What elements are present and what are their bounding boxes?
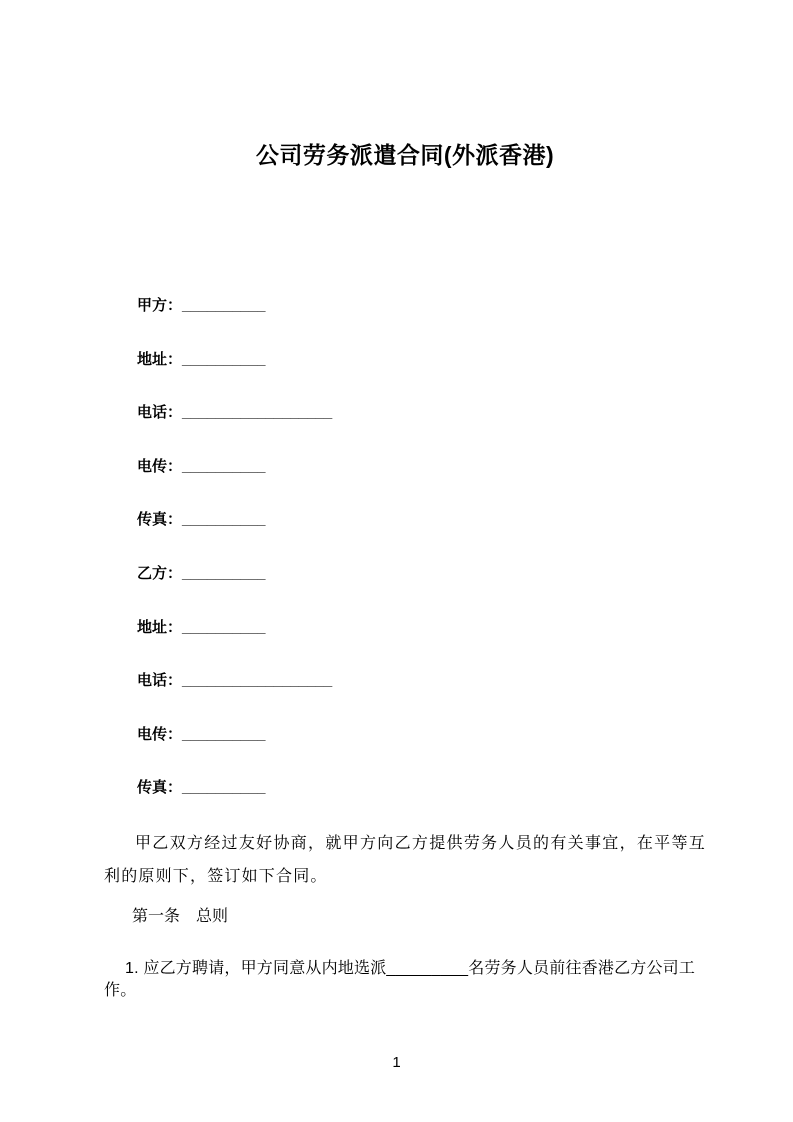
field-row-telex-1 xyxy=(104,456,706,477)
blank-line: __________ xyxy=(182,511,266,529)
field-row-address-2 xyxy=(104,617,706,638)
field-row-address-1 xyxy=(104,349,706,370)
blank-line: __________ xyxy=(182,564,266,582)
document-title: 公司劳务派遣合同(外派香港) xyxy=(255,142,555,168)
party-info-fields xyxy=(104,295,706,798)
blank-line: __________________ xyxy=(182,672,333,690)
blank-line: __________ xyxy=(182,457,266,475)
section-heading-article-1: 第一条 总则 xyxy=(132,908,229,926)
field-label: 传真： xyxy=(137,511,183,529)
field-label: 乙方： xyxy=(137,564,183,582)
field-row-jiafang xyxy=(104,295,706,316)
blank-line: __________ xyxy=(182,350,266,368)
blank-line: __________________ xyxy=(182,404,333,422)
blank-line: __________ xyxy=(182,779,266,797)
page-number: 1 xyxy=(392,1054,401,1071)
field-row-telex-2 xyxy=(104,724,706,745)
field-label: 地址： xyxy=(137,350,183,368)
field-row-phone-1 xyxy=(104,402,706,423)
field-row-phone-2 xyxy=(104,670,706,691)
field-row-fax-2 xyxy=(104,777,706,798)
field-label: 电传： xyxy=(137,457,183,475)
blank-line: __________ xyxy=(182,725,266,743)
intro-paragraph: 甲乙双方经过友好协商，就甲方向乙方提供劳务人员的有关事宜，在平等互利的原则下，签订如下合同。 xyxy=(104,835,706,885)
field-row-yifang xyxy=(104,563,706,584)
blank-line: __________ xyxy=(182,618,266,636)
field-label: 地址： xyxy=(137,618,183,636)
field-label: 传真： xyxy=(137,779,183,797)
field-label: 电话： xyxy=(137,672,183,690)
clause-1: 1. 应乙方聘请，甲方同意从内地选派_________名劳务人员前往香港乙方公司工作。 xyxy=(104,960,696,1000)
field-label: 电传： xyxy=(137,725,183,743)
field-label: 电话： xyxy=(137,404,183,422)
field-row-fax-1 xyxy=(104,509,706,530)
blank-line: __________ xyxy=(182,297,266,314)
field-label: 甲方： xyxy=(137,297,183,314)
